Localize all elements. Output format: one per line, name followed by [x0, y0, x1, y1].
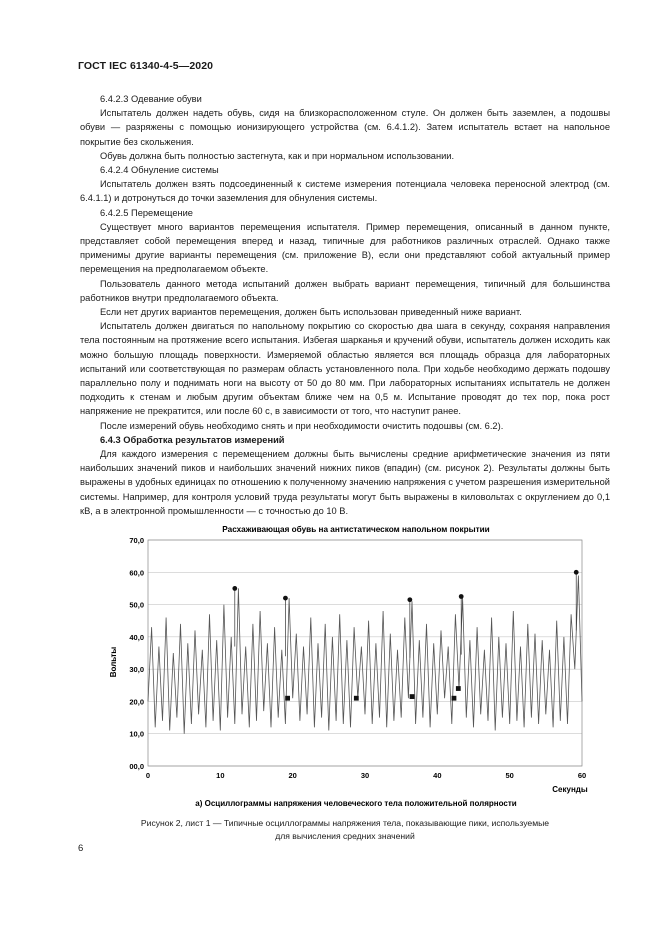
x-tick-labels — [146, 771, 586, 780]
paragraph: 6.4.2.5 Перемещение — [100, 207, 193, 218]
chart-title: Расхаживающая обувь на антистатическом напольном покрытии — [222, 525, 490, 534]
peak-marker — [407, 597, 412, 602]
valley-marker — [452, 696, 457, 701]
caption-line-1: Рисунок 2, лист 1 — Типичные осциллограммы напряжения тела, показывающие пики, используемые — [140, 818, 550, 828]
figure-caption — [80, 817, 610, 842]
peak-marker — [232, 586, 237, 591]
paragraph: Испытатель должен надеть обувь, сидя на близкорасположенном стуле. Он должен быть заземлен, а подошвы обуви — разряжены с помощью ионизирующего устройства (см. 6.4.1.2). Затем испытатель встает на напольное покрытие без скольжения. — [80, 108, 610, 147]
x-tick-label: 50 — [505, 771, 514, 780]
y-tick-label: 60,0 — [129, 568, 144, 578]
chart-grid — [148, 540, 582, 766]
figure — [104, 522, 600, 822]
body-text — [80, 92, 610, 518]
paragraph: 6.4.2.4 Обнуление системы — [100, 165, 219, 176]
document-header: ГОСТ IEC 61340-4-5—2020 — [78, 60, 214, 72]
paragraph: 6.4.2.3 Одевание обуви — [100, 94, 202, 104]
paragraph: Испытатель должен взять подсоединенный к системе измерения потенциала человека переносной электрод (см. 6.4.1.1) и дотронуться до точки заземления для обнуления системы. — [80, 179, 610, 204]
y-tick-label: 30,0 — [129, 665, 144, 675]
paragraph: Существует много вариантов перемещения испытателя. Пример перемещения, описанный в данном пункте, представляет собой перемещения вперед и назад, типичные для работников различных отраслей. Однако также применимы другие варианты перемещения (см. приложение В), если они представляют собой актуальный пример перемещения на предполагаемом объекте. — [80, 221, 610, 275]
y-tick-labels — [129, 536, 144, 771]
y-tick-label: 10,0 — [129, 729, 144, 739]
caption-line-2: для вычисления средних значений — [275, 830, 415, 841]
valley-marker — [410, 694, 415, 699]
peak-marker — [283, 596, 288, 601]
chart-axes — [148, 540, 582, 766]
y-tick-label: 70,0 — [129, 536, 144, 545]
paragraph: После измерений обувь необходимо снять и при необходимости очистить подошвы (см. 6.2). — [100, 420, 504, 431]
peak-marker — [459, 594, 464, 599]
paragraph: Если нет других вариантов перемещения, должен быть использован приведенный ниже вариант. — [100, 307, 522, 318]
y-axis-label: Вольты — [109, 646, 118, 678]
paragraph: Пользователь данного метода испытаний должен выбрать вариант перемещения, типичный для большинства работников внутри предполагаемого объекта. — [80, 278, 610, 303]
voltage-trace — [148, 576, 582, 734]
plot-area — [148, 540, 582, 766]
chart-subtitle: a) Осциллограммы напряжения человеческого тела положительной полярности — [195, 799, 517, 808]
x-tick-label: 20 — [288, 771, 297, 780]
oscillogram-chart — [104, 522, 600, 822]
valley-marker — [285, 696, 290, 701]
x-tick-label: 60 — [577, 771, 587, 780]
paragraph: Для каждого измерения с перемещением должны быть вычислены средние арифметические значения из пяти наибольших значений пиков и наибольших значений нижних пиков (впадин) (см. рисунок 2). Результаты должны быть выражены в удобных единицах по отношению к полученному значению напряжения с учетом разрешения измерительной системы. Например, для контроля условий труда результаты могут быть выражены в киловольтах с округлением до 0,1 кВ, а в электронной промышленности — с точностью до 10 В. — [80, 449, 610, 516]
paragraph: Испытатель должен двигаться по напольному покрытию со скоростью два шага в секунду, сохраняя направления тела постоянным на протяжение всего испытания. Избегая шарканья и кручений обуви, испытатель должен исходить как можно большую площадь поверхности. Измеряемой областью является вся площадь образца для лабораторных испытаний или соответствующая по размерам область установленного пола. При ходьбе необходимо держать подошву параллельно полу и поднимать ноги на высоту от 50 до 80 мм. При лабораторных испытаниях испытатель не должен подходить к стенам и любым другим объектам ближе чем на 0,5 м. Испытание проводят до тех пор, пока рост напряжение не прекратится, или после 60 с, в зависимости от того, что наступит ранее. — [80, 321, 610, 417]
y-tick-label: 40,0 — [129, 632, 144, 642]
y-tick-label: 00,0 — [129, 762, 144, 771]
x-tick-label: 10 — [216, 771, 225, 780]
section-heading: 6.4.3 Обработка результатов измерений — [100, 434, 285, 445]
x-tick-label: 0 — [145, 771, 151, 780]
x-tick-label: 30 — [360, 771, 370, 780]
x-tick-label: 40 — [433, 771, 442, 780]
page-number: 6 — [78, 843, 84, 854]
paragraph: Обувь должна быть полностью застегнута, как и при нормальном использовании. — [100, 150, 455, 161]
y-tick-label: 20,0 — [129, 697, 144, 707]
peak-marker — [574, 570, 579, 575]
valley-marker — [456, 686, 461, 691]
valley-marker — [354, 696, 359, 701]
y-tick-label: 50,0 — [129, 600, 144, 610]
x-axis-label: Секунды — [552, 785, 588, 794]
